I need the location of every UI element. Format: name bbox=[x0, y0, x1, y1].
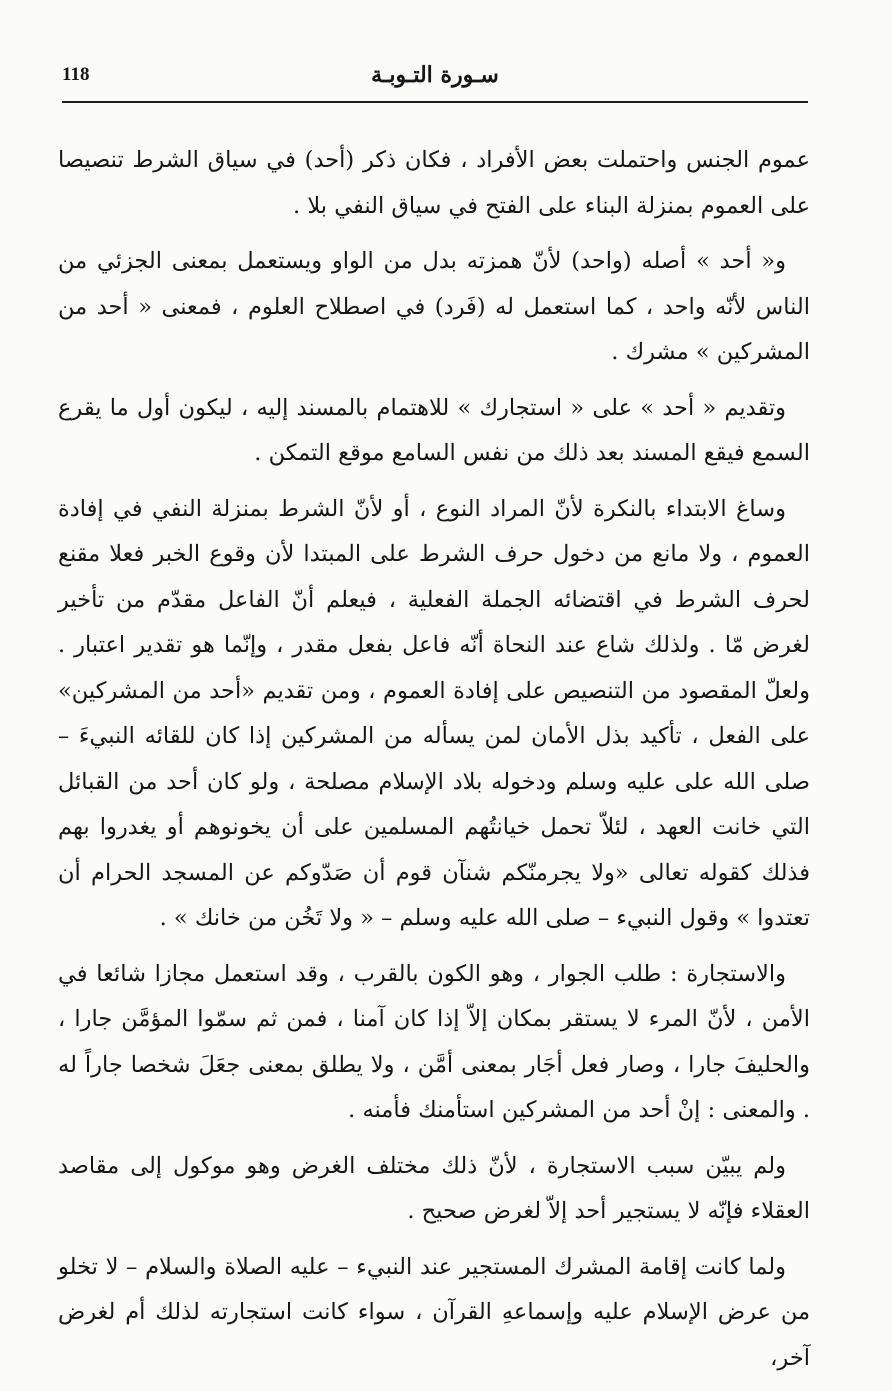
paragraph: عموم الجنس واحتملت بعض الأفراد ، فكان ذكر (أحد) في سياق الشرط تنصيصا على العموم بمنزلة البناء على الفتح في سياق النفي بلا . bbox=[58, 147, 810, 219]
paragraph: و« أحد » أصله (واحد) لأنّ همزته بدل من الواو ويستعمل بمعنى الجزئي من الناس لأنّه واحد ، كما استعمل له (فَرد) في اصطلاح العلوم ، فمعنى « أحد من المشركين » مشرك . bbox=[58, 248, 810, 365]
paragraph: وتقديم « أحد » على « استجارك » للاهتمام بالمسند إليه ، ليكون أول ما يقرع السمع فيقع المسند بعد ذلك من نفس السامع موقع التمكن . bbox=[58, 394, 810, 466]
page-number: 118 bbox=[62, 64, 90, 85]
surah-title: سـورة التـوبـة bbox=[371, 62, 499, 88]
body-text bbox=[58, 138, 810, 1391]
paragraph: والاستجارة : طلب الجوار ، وهو الكون بالقرب ، وقد استعمل مجازا شائعا في الأمن ، لأنّ المرء لا يستقر بمكان إلاّ إذا كان آمنا ، فمن ثم سمّوا المؤمَّن جارا ، والحليفَ جارا ، وصار فعل أجَار بمعنى أمَّن ، ولا يطلق بمعنى جعَلَ شخصا جاراً له . والمعنى : إنْ أحد من المشركين استأمنك فأمنه . bbox=[58, 960, 810, 1123]
paragraph: ولم يبيّن سبب الاستجارة ، لأنّ ذلك مختلف الغرض وهو موكول إلى مقاصد العقلاء فإنّه لا يستجير أحد إلاّ لغرض صحيح . bbox=[58, 1152, 810, 1224]
header-rule bbox=[62, 101, 808, 103]
paragraph: ولما كانت إقامة المشرك المستجير عند النبيء – عليه الصلاة والسلام – لا تخلو من عرض الإسلام عليه وإسماعهِ القرآن ، سواء كانت استجارته لذلك أم لغرض آخر، bbox=[58, 1253, 810, 1371]
running-header bbox=[62, 58, 808, 98]
paragraph: وساغ الابتداء بالنكرة لأنّ المراد النوع ، أو لأنّ الشرط بمنزلة النفي في إفادة العموم ، ولا مانع من دخول حرف الشرط على المبتدا لأن وقوع الخبر فعلا مقنع لحرف الشرط في اقتضائه الجملة الفعلية ، فيعلم أنّ الفاعل مقدّم من تأخير لغرض مّا . ولذلك شاع عند النحاة أنّه فاعل بفعل مقدر ، وإنّما هو تقدير اعتبار . ولعلّ المقصود من التنصيص على إفادة العموم ، ومن تقديم «أحد من المشركين» على الفعل ، تأكيد بذل الأمان لمن يسأله من المشركين إذا كان للقائه النبيءَ – صلى الله على عليه وسلم ودخوله بلاد الإسلام مصلحة ، ولو كان أحد من القبائل التي خانت العهد ، لئلاّ تحمل خيانتُهم المسلمين على أن يخونوهم أو يغدروا بهم فذلك كقوله تعالى «ولا يجرمنّكم شنآن قوم أن صَدّوكم عن المسجد الحرام أن تعتدوا » وقول النبيء – صلى الله عليه وسلم – « ولا تَخُن من خانك » . bbox=[58, 495, 810, 931]
